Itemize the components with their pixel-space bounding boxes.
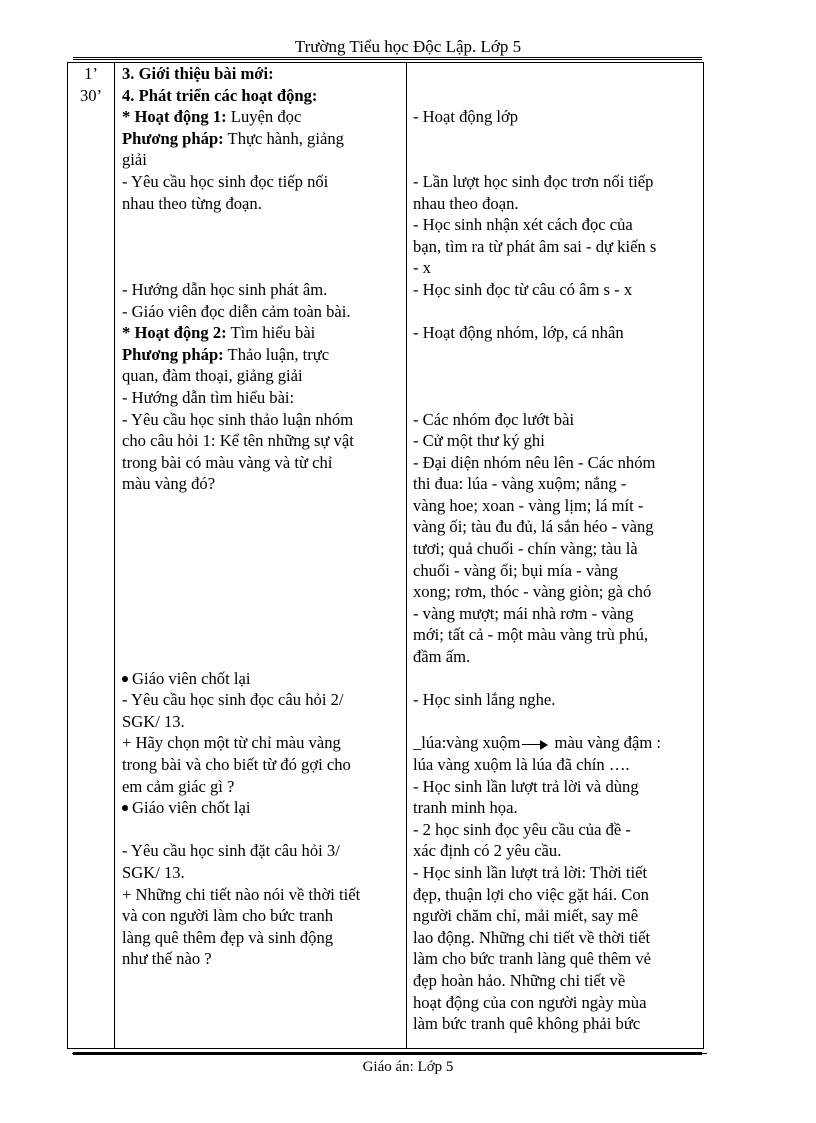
text-line: vàng hoe; xoan - vàng lịm; lá mít - <box>413 495 644 515</box>
text-line: - Cử một thư ký ghi <box>413 431 545 451</box>
example-meaning: màu vàng đậm : <box>550 733 661 753</box>
bullet-item <box>122 797 404 819</box>
text-line: - Các nhóm đọc lướt bài <box>413 409 575 429</box>
activity-label: * Hoạt động 1: <box>122 107 227 127</box>
activity-2-title <box>122 322 404 344</box>
text-line: mới; tất cả - một màu vàng trù phú, <box>413 625 649 645</box>
text-line: tranh minh họa. <box>413 798 518 818</box>
time-1: 1’ <box>84 64 98 83</box>
method-line <box>122 128 404 150</box>
method-line <box>122 344 404 366</box>
activity-1-title <box>122 106 404 128</box>
bullet-item <box>122 668 404 690</box>
text-line: - Học sinh đọc từ câu có âm s - x <box>413 279 633 299</box>
text-line: đẹp, thuận lợi cho việc gặt hái. Con <box>413 884 649 904</box>
text-line: lúa vàng xuộm là lúa đã chín …. <box>413 755 630 774</box>
bullet-text: Giáo viên chốt lại <box>132 798 251 818</box>
text-line: và con người làm cho bức tranh <box>122 906 334 926</box>
column-divider <box>114 63 115 1048</box>
text-line: - Đại diện nhóm nêu lên - Các nhóm <box>413 452 656 472</box>
text-line: làm cho bức tranh làng quê thêm vẻ <box>413 949 652 969</box>
text-line: tươi; quả chuối - chín vàng; tàu là <box>413 539 638 559</box>
text-line: - Học sinh nhận xét cách đọc của <box>413 215 633 235</box>
text-line: quan, đàm thoại, giảng giải <box>122 366 303 386</box>
section-heading: 4. Phát triển các hoạt động: <box>122 85 318 105</box>
text-line: thi đua: lúa - vàng xuộm; nắng - <box>413 474 627 494</box>
text-line: - Học sinh lần lượt trả lời: Thời tiết <box>413 862 648 882</box>
activity-label: * Hoạt động 2: <box>122 323 227 343</box>
method-label: Phương pháp: <box>122 128 224 148</box>
teacher-activities-column <box>122 63 404 970</box>
bullet-icon <box>122 676 128 682</box>
text-line: - Hướng dẫn học sinh phát âm. <box>122 279 328 299</box>
text-line: trong bài và cho biết từ đó gợi cho <box>122 755 351 774</box>
student-activities-column <box>413 63 701 1035</box>
arrow-right-icon <box>522 740 548 750</box>
text-line: cho câu hỏi 1: Kể tên những sự vật <box>122 431 354 451</box>
text-line: vàng ối; tàu đu đủ, lá sắn héo - vàng <box>413 517 654 537</box>
text-line: - Yêu cầu học sinh đọc tiếp nối <box>122 171 329 191</box>
text-line: màu vàng đó? <box>122 474 216 494</box>
text-line: bạn, tìm ra từ phát âm sai - dự kiến s <box>413 236 657 256</box>
activity-text: Tìm hiểu bài <box>226 323 316 343</box>
text-line: - x <box>413 258 431 278</box>
text-line: + Những chi tiết nào nói về thời tiết <box>122 884 361 904</box>
text-line: làm bức tranh quê không phải bức <box>413 1014 641 1034</box>
activity-text: Luyện đọc <box>226 107 302 127</box>
example-word: _lúa:vàng xuộm <box>413 733 521 753</box>
text-line: SGK/ 13. <box>122 862 185 882</box>
text-line: - Lần lượt học sinh đọc trơn nối tiếp <box>413 171 654 191</box>
text-line: như thế nào ? <box>122 949 212 969</box>
text-line: nhau theo đoạn. <box>413 193 519 213</box>
page-footer: Giáo án: Lớp 5 <box>362 1059 454 1075</box>
column-divider <box>406 63 407 1048</box>
text-line: em cảm giác gì ? <box>122 776 235 796</box>
bullet-text: Giáo viên chốt lại <box>132 668 251 688</box>
text-line: nhau theo từng đoạn. <box>122 193 262 213</box>
text-line: xong; rơm, thóc - vàng giòn; gà chó <box>413 582 652 602</box>
text-line: lao động. Những chi tiết về thời tiết <box>413 927 651 947</box>
text-line: xác định có 2 yêu cầu. <box>413 841 562 861</box>
method-label: Phương pháp: <box>122 344 224 364</box>
text-line: đầm ấm. <box>413 647 471 667</box>
text-line: - Học sinh lần lượt trả lời và dùng <box>413 776 639 796</box>
text-line: + Hãy chọn một từ chỉ màu vàng <box>122 733 341 753</box>
text-line: đẹp hoàn hảo. Những chi tiết về <box>413 970 626 990</box>
section-heading: 3. Giới thiệu bài mới: <box>122 64 274 83</box>
text-line: - 2 học sinh đọc yêu cầu của đề - <box>413 819 631 839</box>
text-line: - vàng mượt; mái nhà rơm - vàng <box>413 603 634 623</box>
text-line: - Hoạt động lớp <box>413 107 519 127</box>
text-line: - Hướng dẫn tìm hiểu bài: <box>122 387 295 407</box>
text-line: người chăm chỉ, mải miết, say mê <box>413 906 639 926</box>
text-line: - Yêu cầu học sinh đặt câu hỏi 3/ <box>122 841 340 861</box>
lesson-plan-table <box>67 62 704 1049</box>
text-line: hoạt động của con người ngày mùa <box>413 992 647 1012</box>
text-line <box>413 732 701 754</box>
method-text: Thực hành, giảng <box>223 128 344 148</box>
time-2: 30’ <box>79 85 103 105</box>
text-line: chuối - vàng ối; bụi mía - vàng <box>413 560 619 580</box>
page-header: Trường Tiểu học Độc Lập. Lớp 5 <box>294 37 522 56</box>
text-line: - Yêu cầu học sinh đọc câu hỏi 2/ <box>122 690 344 710</box>
bullet-icon <box>122 805 128 811</box>
text-line: - Giáo viên đọc diễn cảm toàn bài. <box>122 301 351 321</box>
text-line: làng quê thêm đẹp và sinh động <box>122 927 334 947</box>
text-line: - Yêu cầu học sinh thảo luận nhóm <box>122 409 354 429</box>
header-rule <box>73 57 702 60</box>
text-line: - Học sinh lắng nghe. <box>413 690 556 710</box>
text-line: giải <box>122 150 147 170</box>
text-line: - Hoạt động nhóm, lớp, cá nhân <box>413 323 624 343</box>
text-line: SGK/ 13. <box>122 711 185 731</box>
text-line: trong bài có màu vàng và từ chỉ <box>122 452 333 472</box>
method-text: Thảo luận, trực <box>223 344 330 364</box>
footer-rule <box>73 1052 702 1055</box>
time-column <box>68 63 114 106</box>
